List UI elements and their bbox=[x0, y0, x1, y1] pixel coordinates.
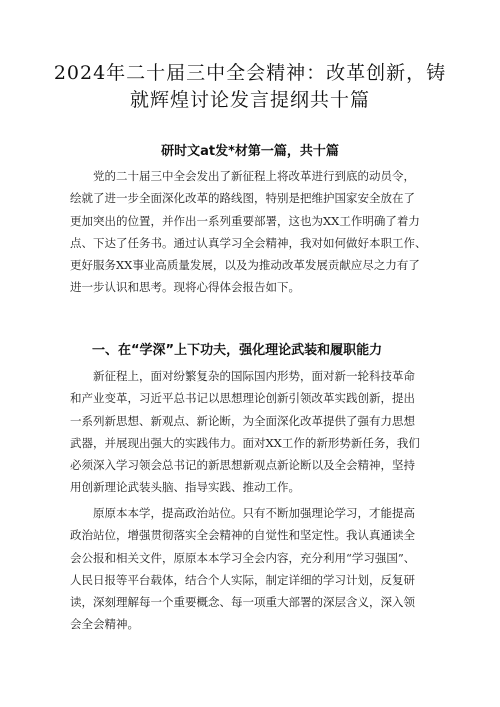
paragraph-line: 人民日报等平台载体，结合个人实际，制定详细的学习计划，反复研 bbox=[70, 572, 415, 587]
document-subtitle: 研时文at发*材第一篇，共十篇 bbox=[161, 144, 339, 159]
paragraph-line: 读，深刻理解每一个重要概念、每一项重大部署的深层含义，深入领 bbox=[70, 595, 415, 610]
paragraph-line: 进一步认识和思考。现将心得体会报告如下。 bbox=[70, 280, 300, 295]
paragraph-line: 新征程上，面对纷繁复杂的国际国内形势，面对新一轮科技革命 bbox=[93, 369, 415, 383]
paragraph-line: 用创新理论武装头脑、指导实践、推动工作。 bbox=[70, 480, 300, 495]
document-title bbox=[40, 60, 460, 114]
title-line-2: 就辉煌讨论发言提纲共十篇 bbox=[129, 89, 370, 111]
paragraph-line: 和产业变革，习近平总书记以思想理论创新引领改革实践创新，提出 bbox=[70, 391, 415, 406]
section-heading: 一、在“学深”上下功夫，强化理论武装和履职能力 bbox=[92, 343, 383, 358]
paragraph-line: 点、下达了任务书。通过认真学习全会精神，我对如何做好本职工作、 bbox=[70, 235, 427, 250]
section-paragraph-1 bbox=[70, 365, 434, 499]
paragraph-line: 绘就了进一步全面深化改革的路线图，特别是把维护国家安全放在了 bbox=[70, 191, 415, 206]
paragraph-line: 政治站位，增强贯彻落实全会精神的自觉性和坚定性。我认真通读全 bbox=[70, 528, 415, 543]
paragraph-line: 更加突出的位置，并作出一系列重要部署，这也为XX工作明确了着力 bbox=[70, 213, 420, 228]
section-paragraph-2 bbox=[70, 502, 434, 636]
paragraph-line: 原原本本学，提高政治站位。只有不断加强理论学习，才能提高 bbox=[93, 506, 415, 520]
paragraph-line: 一系列新思想、新观点、新论断，为全面深化改革提供了强有力思想 bbox=[70, 413, 415, 428]
paragraph-line: 党的二十届三中全会发出了新征程上将改革进行到底的动员令， bbox=[93, 169, 415, 183]
paragraph-line: 武器，并展现出强大的实践伟力。面对XX工作的新形势新任务，我们 bbox=[70, 435, 420, 450]
paragraph-line: 必须深入学习领会总书记的新思想新观点新论断以及全会精神，坚持 bbox=[70, 458, 415, 473]
paragraph-line: 会公报和相关文件，原原本本学习全会内容，充分利用“学习强国”、 bbox=[70, 550, 416, 565]
paragraph-line: 会全会精神。 bbox=[70, 617, 139, 632]
paragraph-line: 更好服务XX事业高质量发展，以及为推动改革发展贡献应尽之力有了 bbox=[70, 258, 420, 273]
title-line-1: 2024年二十届三中全会精神：改革创新，铸 bbox=[53, 62, 447, 84]
intro-paragraph bbox=[70, 165, 434, 299]
